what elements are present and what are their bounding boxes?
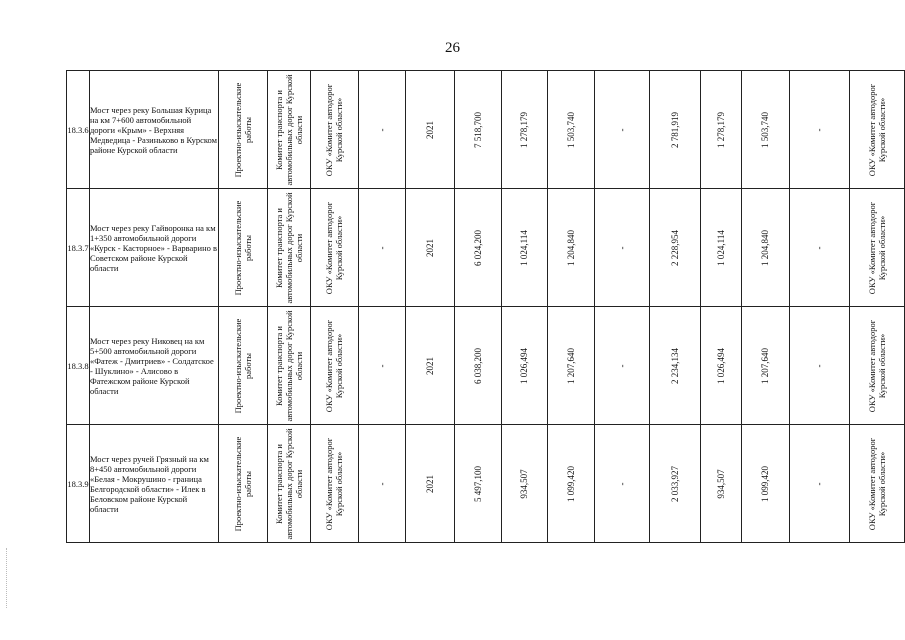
- work-type-cell: [218, 189, 267, 307]
- value-3-cell: [594, 425, 649, 543]
- executor: ОКУ «Комитет автодорог Курской области»: [324, 437, 345, 530]
- value-4: 2 033,927: [669, 465, 680, 502]
- object-name-cell: [89, 189, 218, 307]
- object-name-cell: [89, 425, 218, 543]
- value-2: 1 204,840: [565, 229, 576, 266]
- value-1-cell: [502, 189, 547, 307]
- value-2-cell: [547, 189, 594, 307]
- value-2: 1 099,420: [565, 465, 576, 502]
- value-5: 1 024,114: [716, 229, 727, 266]
- start-value: -: [376, 246, 387, 249]
- value-6-cell: [742, 71, 789, 189]
- work-type: Проектно-изыскательские работы: [232, 436, 253, 531]
- year-cell: [405, 425, 454, 543]
- year-cell: [405, 189, 454, 307]
- value-7-cell: [789, 189, 849, 307]
- table-row: [67, 189, 905, 307]
- total-value-cell: [455, 425, 502, 543]
- start-value-cell: [358, 71, 405, 189]
- scan-margin-mark: [6, 548, 8, 608]
- start-value: -: [376, 128, 387, 131]
- responsible-org-cell: [850, 425, 905, 543]
- value-6: 1 503,740: [760, 111, 771, 148]
- value-7-cell: [789, 307, 849, 425]
- executor-cell: [311, 307, 358, 425]
- customer-cell: [267, 307, 310, 425]
- project-table: [66, 70, 905, 543]
- value-1: 1 024,114: [519, 229, 530, 266]
- object-name: Мост через реку Никовец на км 5+500 автомобильной дороги «Фатеж - Дмитриев» - Солдатское - Шуклино» - Алисово в Фатежском районе Курской области: [89, 335, 214, 396]
- customer-cell: [267, 425, 310, 543]
- value-4-cell: [649, 307, 700, 425]
- work-type-cell: [218, 307, 267, 425]
- value-3: -: [616, 364, 627, 367]
- row-number-cell: [67, 307, 90, 425]
- year: 2021: [424, 120, 435, 139]
- value-6-cell: [742, 189, 789, 307]
- value-3-cell: [594, 307, 649, 425]
- customer: Комитет транспорта и автомобильных дорог Курской области: [274, 310, 305, 422]
- total-value: 7 518,700: [473, 111, 484, 148]
- responsible-org: ОКУ «Комитет автодорог Курской области»: [867, 319, 888, 412]
- value-2-cell: [547, 307, 594, 425]
- value-5-cell: [700, 425, 742, 543]
- total-value: 6 024,200: [473, 229, 484, 266]
- responsible-org-cell: [850, 189, 905, 307]
- value-1-cell: [502, 307, 547, 425]
- row-number-cell: [67, 425, 90, 543]
- value-5-cell: [700, 189, 742, 307]
- value-7: -: [814, 482, 825, 485]
- value-7: -: [814, 364, 825, 367]
- value-6: 1 207,640: [760, 347, 771, 384]
- value-1: 1 026,494: [519, 347, 530, 384]
- work-type: Проектно-изыскательские работы: [232, 200, 253, 295]
- start-value-cell: [358, 307, 405, 425]
- responsible-org-cell: [850, 71, 905, 189]
- work-type-cell: [218, 425, 267, 543]
- value-7: -: [814, 246, 825, 249]
- work-type-cell: [218, 71, 267, 189]
- year: 2021: [424, 238, 435, 257]
- object-name-cell: [89, 71, 218, 189]
- value-3: -: [616, 128, 627, 131]
- customer-cell: [267, 189, 310, 307]
- page-number: 26: [445, 40, 460, 56]
- start-value: -: [376, 364, 387, 367]
- value-3: -: [616, 246, 627, 249]
- table-row: [67, 71, 905, 189]
- total-value-cell: [455, 307, 502, 425]
- customer: Комитет транспорта и автомобильных дорог Курской области: [274, 74, 305, 186]
- object-name: Мост через реку Большая Курица на км 7+600 автомобильной дороги «Крым» - Верхняя Медведица - Разиньково в Курском районе Курской области: [89, 104, 218, 155]
- row-number-cell: [67, 189, 90, 307]
- value-4: 2 234,134: [669, 347, 680, 384]
- row-number: 18.3.6: [67, 124, 89, 135]
- total-value-cell: [455, 71, 502, 189]
- value-6-cell: [742, 307, 789, 425]
- value-5-cell: [700, 307, 742, 425]
- value-6-cell: [742, 425, 789, 543]
- work-type: Проектно-изыскательские работы: [232, 318, 253, 413]
- total-value: 5 497,100: [473, 465, 484, 502]
- year-cell: [405, 307, 454, 425]
- value-2-cell: [547, 425, 594, 543]
- customer-cell: [267, 71, 310, 189]
- value-2-cell: [547, 71, 594, 189]
- value-4: 2 781,919: [669, 111, 680, 148]
- value-1-cell: [502, 425, 547, 543]
- start-value: -: [376, 482, 387, 485]
- executor-cell: [311, 425, 358, 543]
- year-cell: [405, 71, 454, 189]
- value-4-cell: [649, 189, 700, 307]
- work-type: Проектно-изыскательские работы: [232, 82, 253, 177]
- value-6: 1 204,840: [760, 229, 771, 266]
- value-7-cell: [789, 425, 849, 543]
- value-4-cell: [649, 425, 700, 543]
- year: 2021: [424, 356, 435, 375]
- responsible-org: ОКУ «Комитет автодорог Курской области»: [867, 437, 888, 530]
- value-6: 1 099,420: [760, 465, 771, 502]
- value-7: -: [814, 128, 825, 131]
- object-name-cell: [89, 307, 218, 425]
- executor-cell: [311, 189, 358, 307]
- executor: ОКУ «Комитет автодорог Курской области»: [324, 201, 345, 294]
- year: 2021: [424, 474, 435, 493]
- customer: Комитет транспорта и автомобильных дорог Курской области: [274, 192, 305, 304]
- value-3-cell: [594, 71, 649, 189]
- value-1-cell: [502, 71, 547, 189]
- object-name: Мост через ручей Грязный на км 8+450 автомобильной дороги «Белая - Мокрушино - граница Белгородской области» - Илек в Беловском районе Курской области: [89, 453, 209, 514]
- executor-cell: [311, 71, 358, 189]
- total-value-cell: [455, 189, 502, 307]
- table-body: [67, 71, 905, 543]
- row-number-cell: [67, 71, 90, 189]
- responsible-org: ОКУ «Комитет автодорог Курской области»: [867, 83, 888, 176]
- responsible-org: ОКУ «Комитет автодорог Курской области»: [867, 201, 888, 294]
- value-5-cell: [700, 71, 742, 189]
- value-4-cell: [649, 71, 700, 189]
- start-value-cell: [358, 189, 405, 307]
- executor: ОКУ «Комитет автодорог Курской области»: [324, 319, 345, 412]
- value-1: 1 278,179: [519, 111, 530, 148]
- row-number: 18.3.9: [67, 478, 89, 489]
- executor: ОКУ «Комитет автодорог Курской области»: [324, 83, 345, 176]
- total-value: 6 038,200: [473, 347, 484, 384]
- value-4: 2 228,954: [669, 229, 680, 266]
- start-value-cell: [358, 425, 405, 543]
- value-5: 934,507: [716, 468, 727, 499]
- value-5: 1 278,179: [716, 111, 727, 148]
- value-1: 934,507: [519, 468, 530, 499]
- row-number: 18.3.8: [67, 360, 89, 371]
- table-row: [67, 307, 905, 425]
- value-3: -: [616, 482, 627, 485]
- table-row: [67, 425, 905, 543]
- row-number: 18.3.7: [67, 242, 89, 253]
- value-5: 1 026,494: [716, 347, 727, 384]
- value-3-cell: [594, 189, 649, 307]
- value-2: 1 207,640: [565, 347, 576, 384]
- object-name: Мост через реку Гайворонка на км 1+350 автомобильной дороги «Курск - Касторное» - Варварино в Советском районе Курской области: [89, 222, 218, 273]
- value-2: 1 503,740: [565, 111, 576, 148]
- responsible-org-cell: [850, 307, 905, 425]
- customer: Комитет транспорта и автомобильных дорог Курской области: [274, 428, 305, 540]
- value-7-cell: [789, 71, 849, 189]
